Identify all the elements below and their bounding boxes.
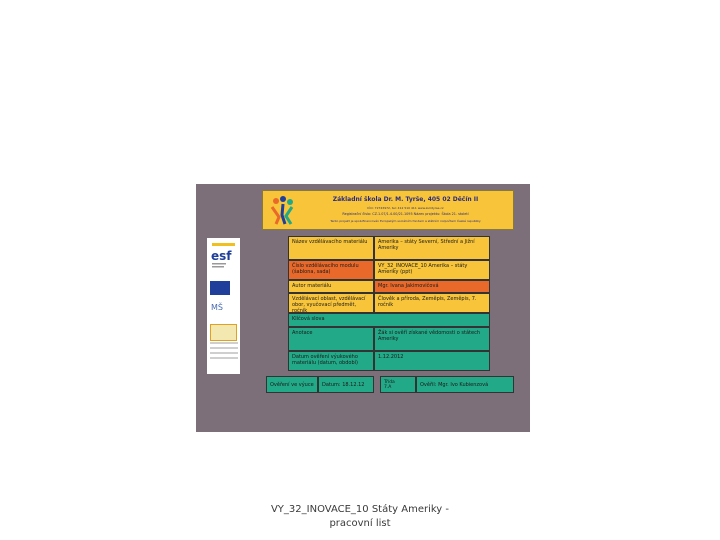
svg-text:MŠ: MŠ bbox=[211, 303, 223, 312]
row-label: Číslo vzdělávacího modulu (šablona, sada) bbox=[288, 260, 374, 280]
op-vk-logo-icon bbox=[210, 324, 237, 341]
class-label: Třída bbox=[384, 379, 395, 385]
school-logo-icon bbox=[269, 195, 295, 225]
msmt-logo-icon bbox=[210, 300, 230, 314]
row-value: Amerika – státy Severní, Střední a Jižní Ameriky bbox=[374, 236, 490, 260]
table-row bbox=[288, 260, 490, 280]
school-name: Základní škola Dr. M. Tyrše, 405 02 Děčín II bbox=[332, 196, 479, 203]
slide-caption bbox=[260, 503, 460, 531]
row-label: Anotace bbox=[288, 327, 374, 351]
esf-logo-icon bbox=[210, 241, 237, 271]
table-row bbox=[288, 327, 490, 351]
verified-by: Ověřil: Mgr. Ivo Kubienzová bbox=[416, 376, 514, 393]
school-contact: IČO: 72743972, tel: 412 510 411 www.zsmtyrse.cz bbox=[367, 206, 444, 210]
class-value: 7.A bbox=[384, 384, 392, 390]
school-header bbox=[262, 190, 514, 230]
row-value: Člověk a příroda, Zeměpis, Zeměpis, 7. ročník bbox=[374, 293, 490, 313]
verification-footer bbox=[266, 376, 514, 393]
table-row bbox=[288, 351, 490, 371]
caption-line-2: pracovní list bbox=[329, 518, 391, 529]
row-value: VY_32_INOVACE_10 Amerika – státy Ameriky (ppt) bbox=[374, 260, 490, 280]
caption-line-1: VY_32_INOVACE_10 Státy Ameriky - bbox=[270, 504, 450, 515]
row-value: Žák si ověří získané vědomosti o státech Ameriky bbox=[374, 327, 490, 351]
table-row bbox=[288, 313, 490, 327]
row-label: Klíčová slova bbox=[288, 313, 490, 327]
row-value: Mgr. Ivana Jakimovičová bbox=[374, 280, 490, 293]
eu-flag-icon bbox=[210, 281, 230, 295]
project-funding: Tento projekt je spolufinancován Evropským sociálním fondem a státním rozpočtem České republiky bbox=[330, 219, 481, 223]
row-label: Název vzdělávacího materiálu bbox=[288, 236, 374, 260]
row-label: Datum ověření výukového materiálu (datum, období) bbox=[288, 351, 374, 371]
table-row bbox=[288, 293, 490, 313]
table-row bbox=[288, 280, 490, 293]
logo-sidebar bbox=[207, 238, 240, 374]
svg-text:esf: esf bbox=[211, 249, 232, 263]
row-label: Vzdělávací oblast, vzdělávací obor, vyučovací předmět, ročník bbox=[288, 293, 374, 313]
row-label: Autor materiálu bbox=[288, 280, 374, 293]
row-value: 1.12.2012 bbox=[374, 351, 490, 371]
table-row bbox=[288, 236, 490, 260]
verification-date: Datum: 18.12.12 bbox=[318, 376, 374, 393]
logo-captions bbox=[210, 342, 238, 362]
verification-label: Ověření ve výuce bbox=[266, 376, 318, 393]
project-registration: Registrační číslo: CZ.1.07/1.4.00/21.1095 Název projektu: Škola 21. století bbox=[342, 212, 469, 216]
class-cell bbox=[380, 376, 416, 393]
